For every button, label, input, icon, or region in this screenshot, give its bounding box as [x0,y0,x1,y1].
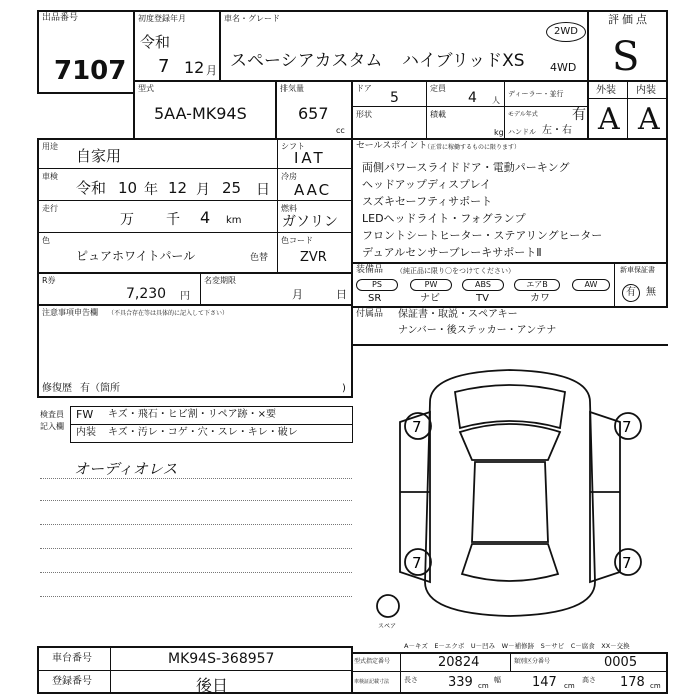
note-line-6 [40,596,352,597]
lot-number: 7107 [54,56,127,86]
warranty-yes: 有 [622,284,640,302]
mileage-value: 4 [200,208,211,227]
body-outline [425,370,595,616]
sales-point-3: スズキセーフティサポート [362,195,493,208]
category-label: 類別区分番号 [514,658,551,665]
height-label: 高さ [582,676,596,684]
lot-label: 出品番号 [42,13,79,23]
yen-unit: 円 [180,291,190,302]
equip-navi: ナビ [420,293,440,304]
length: 339 [448,675,473,690]
use-value: 自家用 [76,147,122,165]
fw-label: FW [76,408,94,421]
first-reg-label: 初度登録年月 [138,14,186,23]
equipment-label: 装備品 [356,265,384,275]
fuel-value: ガソリン [282,214,338,230]
model-code: 5AA-MK94S [154,104,247,123]
type-designation-label: 型式指定番号 [354,658,391,665]
row-line-1 [38,168,352,169]
repair-label: 修復歴 [42,383,72,394]
color-value: ピュアホワイトパール [76,249,196,263]
chassis-number: MK94S-368957 [168,651,275,667]
interior-label: 内装 [636,85,656,96]
map-mark-2: 7 [622,418,632,436]
damage-legend: A－キズ E－エクボ U－凹み W－補修跡 S－サビ C－腐食 XX－交換 [404,642,630,650]
recycle-label: R券 [42,276,56,285]
exterior-label: 外装 [596,85,616,96]
seats-value: 4 [468,90,477,106]
car-grade: ハイブリッドXS [402,51,525,71]
ac-value: AAC [294,181,332,199]
spare-label: スペア [378,623,397,630]
reg-year: 7 [158,56,170,77]
dims-vline1 [400,654,401,692]
insp-year: 10 [118,179,138,197]
col-line-right [277,140,278,272]
accessories-line2: ナンバー・後ステッカー・アンテナ [398,325,557,336]
drive-2wd: 2WD [546,22,586,42]
color-code-label: 色コード [281,236,313,245]
spec-vline2 [504,82,505,138]
car-name-label: 車名・グレード [224,14,280,23]
recycle-box [37,272,353,306]
width: 147 [532,675,557,690]
warranty-no: 無 [646,287,656,298]
rear-window [462,544,558,581]
reg-number-label: 登録番号 [52,676,92,687]
chassis-label: 車台番号 [52,653,92,664]
mileage-sen: 千 [166,212,180,228]
recycle-divider [200,274,201,304]
interior-items-label: 内装 [76,427,96,438]
reg-era: 令和 [140,33,171,51]
recycle-value: 7,230 [126,286,167,302]
name-change-label: 名変期限 [204,276,236,285]
color-label: 色 [42,236,50,245]
length-label: 長さ [404,676,418,684]
spec-hline [352,106,588,107]
model-year-label: モデル年式 [508,111,538,118]
use-label: 用途 [42,142,58,151]
height-unit: cm [650,682,661,690]
accessories-label: 付属品 [356,309,384,319]
fw-items: キズ・飛石・ヒビ割・リペア跡・×要 [108,409,276,420]
spare-wheel-icon [377,595,399,617]
insp-era: 令和 [76,179,107,197]
repair-value: 有（箇所 [80,383,120,394]
km-unit: km [226,215,242,226]
dims-vline2 [510,654,511,671]
map-mark-1: 7 [412,418,422,436]
name-change-month: 月 [292,288,303,301]
equip-ps: PS [356,279,398,291]
reg-month-unit: 月 [206,64,217,77]
height: 178 [620,675,645,690]
sales-point-4: LEDヘッドライト・フォグランプ [362,212,526,225]
hood-outline [455,385,565,428]
rating-label: 評価点 [608,13,650,26]
spec-vline1 [426,82,427,138]
color-change-label: 色替 [250,253,269,263]
shape-label: 形状 [356,110,372,119]
damage-map [360,352,660,642]
inspector-label-1: 検査員 [40,410,64,419]
name-change-day: 日 [336,288,347,301]
inspector-label-2: 記入欄 [40,422,64,431]
sales-point-2: ヘッドアップディスプレイ [362,178,492,191]
equip-tv: TV [476,293,489,304]
chassis-hline [38,670,352,671]
length-unit: cm [478,682,489,690]
notes-label: 注意事項申告欄 [42,308,98,317]
insp-year-unit: 年 [144,182,158,198]
equip-aw: AW [572,279,610,291]
type-designation: 20824 [438,655,480,670]
car-name: スペーシアカスタム [230,51,383,71]
width-label: 幅 [494,676,501,684]
repair-close-paren: ) [342,383,346,394]
dims-label: 車検証記載寸法 [354,679,390,685]
note-line-5 [40,572,352,573]
ac-label: 冷房 [281,172,297,181]
roof-outline [472,462,548,542]
interior-grade: A [638,102,660,137]
map-mark-4: 7 [622,554,632,572]
mileage-label: 走行 [42,204,58,213]
insp-day: 25 [222,179,242,197]
seats-label: 定員 [430,84,446,93]
displacement-label: 排気量 [280,84,304,93]
seats-unit: 人 [492,96,500,105]
width-unit: cm [564,682,575,690]
notes-sub: （不具合存在等は具体的に記入して下さい） [108,310,229,317]
insp-day-unit: 日 [256,182,270,198]
reg-number-value: 後日 [196,676,229,695]
sales-points-note: （正常に稼働するものに限ります） [424,144,521,151]
inspection-label: 車検 [42,172,58,181]
rating-value: S [612,34,640,80]
equipment-note: （純正品に限り〇をつけてください） [396,267,515,275]
equip-pw: PW [410,279,452,291]
chassis-vline [110,648,111,692]
handle-value: 左・右 [542,125,572,136]
note-line-3 [40,524,352,525]
interior-items: キズ・汚レ・コゲ・穴・スレ・キレ・破レ [108,427,298,438]
insp-month: 12 [168,179,188,197]
equip-leather: カワ [530,293,550,304]
doors-value: 5 [390,90,399,106]
drive-4wd: 4WD [550,61,577,74]
sales-point-6: デュアルセンサーブレーキサポートⅡ [362,246,542,259]
fuel-label: 燃料 [281,204,297,213]
shift-label: シフト [281,142,305,151]
load-label: 積載 [430,110,446,119]
exterior-grade: A [598,102,620,137]
shift-value: IAT [294,149,326,167]
handwritten-note: オーディオレス [74,460,178,478]
ext-int-divider [627,82,628,138]
front-window [460,424,560,460]
dealer-mark: 有 [572,107,586,123]
equip-abs: ABS [462,279,504,291]
note-line-1 [40,478,352,479]
accessories-line1: 保証書・取説・スペアキー [398,309,518,320]
equipment-divider [614,264,615,306]
sales-points-label: セールスポイント [356,141,428,151]
model-label: 型式 [138,84,154,93]
displacement: 657 [298,104,329,123]
equip-airbag: エアB [514,279,560,291]
ext-int-hline [589,98,666,99]
sales-point-1: 両側パワースライドドア・電動パーキング [362,161,570,174]
equip-sr: SR [368,293,382,304]
map-mark-3: 7 [412,554,422,572]
mileage-man: 万 [120,212,134,228]
doors-label: ドア [356,84,372,93]
row-line-3 [38,232,352,233]
kg-unit: kg [494,128,504,137]
insp-month-unit: 月 [196,182,210,198]
new-car-warranty-label: 新車保証書 [620,266,655,274]
note-line-2 [40,500,352,501]
note-line-4 [40,548,352,549]
category: 0005 [604,655,638,670]
dealer-label: ディーラー・並行 [508,90,564,98]
handle-label: ハンドル [508,128,536,136]
color-code: ZVR [300,250,327,265]
cc-unit: cc [336,126,345,135]
reg-month: 12 [184,58,205,77]
row-line-2 [38,200,352,201]
sales-point-5: フロントシートヒーター・ステアリングヒーター [362,229,603,242]
